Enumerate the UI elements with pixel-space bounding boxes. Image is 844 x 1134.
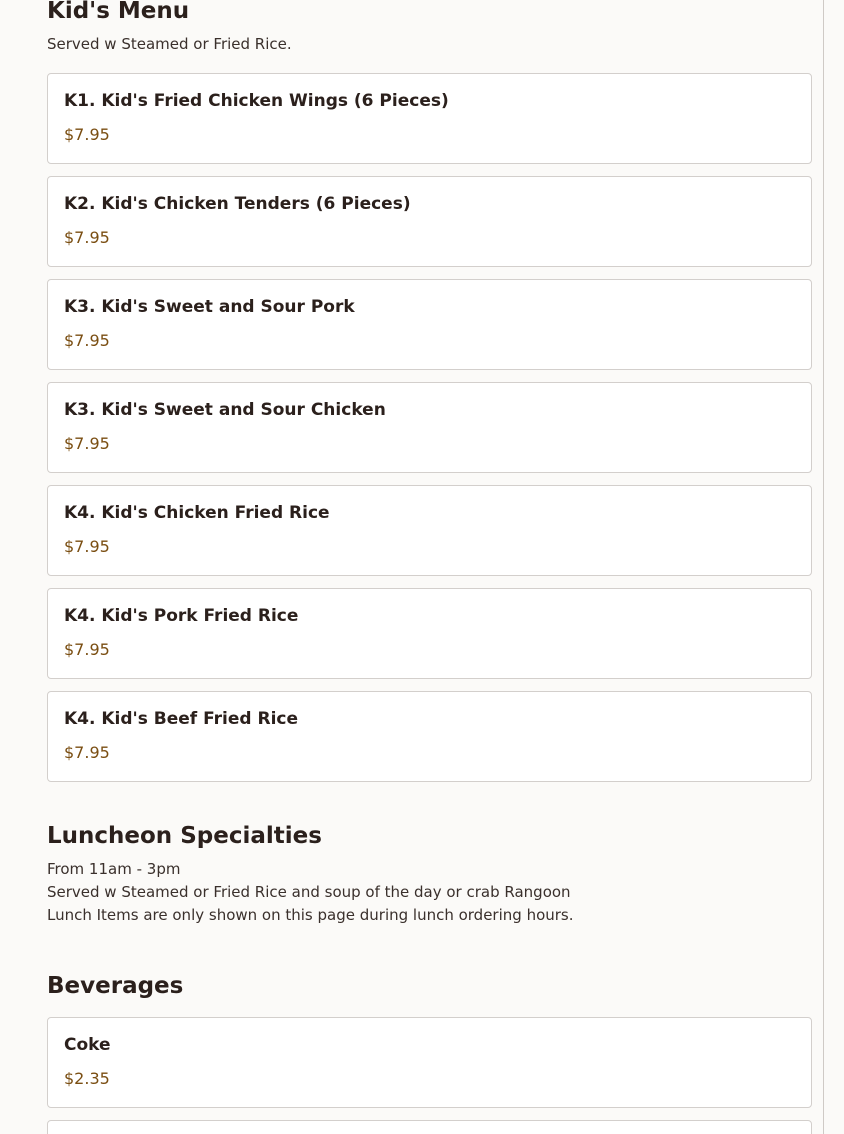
menu-item-card[interactable] xyxy=(47,691,812,782)
menu-item-price: $7.95 xyxy=(64,640,110,659)
menu-item-price: $7.95 xyxy=(64,537,110,556)
luncheon-description: Served w Steamed or Fried Rice and soup of the day or crab Rangoon xyxy=(47,883,571,901)
menu-item-name: K4. Kid's Pork Fried Rice xyxy=(64,606,299,626)
menu-item-name: K3. Kid's Sweet and Sour Chicken xyxy=(64,400,386,420)
luncheon-hours: From 11am - 3pm xyxy=(47,860,181,878)
menu-item-card[interactable] xyxy=(47,485,812,576)
menu-item-card[interactable] xyxy=(47,1017,812,1108)
menu-item-name: K1. Kid's Fried Chicken Wings (6 Pieces) xyxy=(64,91,449,111)
menu-item-card[interactable] xyxy=(47,73,812,164)
menu-item-price: $7.95 xyxy=(64,125,110,144)
menu-item-card-partial[interactable] xyxy=(47,1120,812,1134)
menu-item-name: K2. Kid's Chicken Tenders (6 Pieces) xyxy=(64,194,411,214)
luncheon-note: Lunch Items are only shown on this page during lunch ordering hours. xyxy=(47,906,574,924)
menu-item-price: $7.95 xyxy=(64,331,110,350)
menu-item-name: K4. Kid's Chicken Fried Rice xyxy=(64,503,330,523)
menu-item-price: $2.35 xyxy=(64,1069,110,1088)
beverages-title: Beverages xyxy=(47,973,184,999)
menu-item-price: $7.95 xyxy=(64,434,110,453)
menu-item-card[interactable] xyxy=(47,176,812,267)
kids-menu-title: Kid's Menu xyxy=(47,0,190,24)
menu-item-card[interactable] xyxy=(47,279,812,370)
kids-menu-description: Served w Steamed or Fried Rice. xyxy=(47,35,292,53)
menu-item-price: $7.95 xyxy=(64,743,110,762)
menu-item-name: K4. Kid's Beef Fried Rice xyxy=(64,709,298,729)
menu-item-name: Coke xyxy=(64,1035,111,1055)
page-divider xyxy=(823,0,824,1134)
luncheon-title: Luncheon Specialties xyxy=(47,823,322,849)
menu-item-name: K3. Kid's Sweet and Sour Pork xyxy=(64,297,355,317)
menu-item-card[interactable] xyxy=(47,382,812,473)
menu-item-card[interactable] xyxy=(47,588,812,679)
menu-item-price: $7.95 xyxy=(64,228,110,247)
